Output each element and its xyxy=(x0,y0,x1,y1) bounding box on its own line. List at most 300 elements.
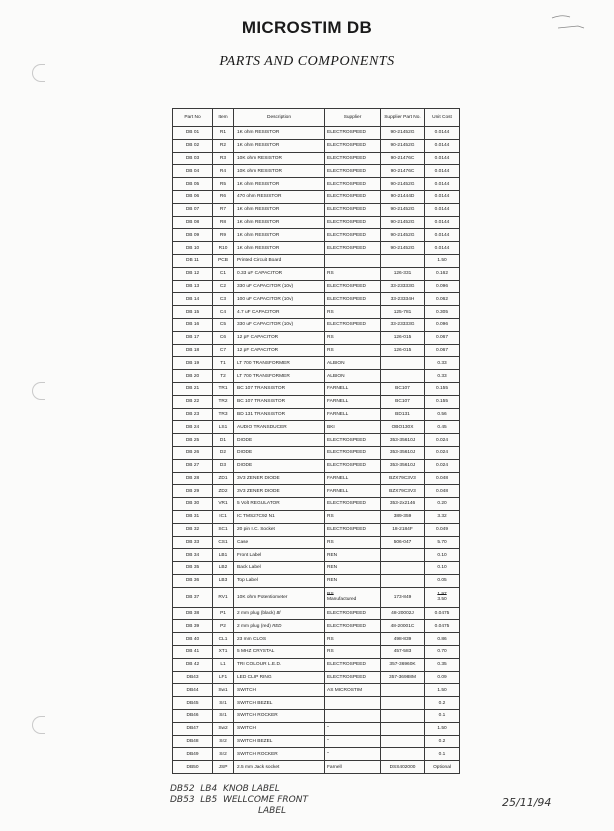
cell-unit-cost xyxy=(425,318,460,331)
cell-supplier-part-no xyxy=(381,408,425,421)
cell-value: ELECTROSPEED xyxy=(327,296,366,302)
handwritten-line xyxy=(170,806,308,817)
cell-value: ELECTROSPEED xyxy=(327,437,366,443)
cell-supplier xyxy=(325,587,381,607)
punch-hole-middle xyxy=(32,382,45,400)
cell-part-no xyxy=(173,152,213,165)
cell-description xyxy=(234,735,325,748)
cell-value: 12 pF CAPACITOR xyxy=(237,347,279,353)
table-row xyxy=(173,735,460,748)
cell-value: DB 31 xyxy=(185,514,200,520)
cell-unit-cost xyxy=(425,446,460,459)
cell-item xyxy=(213,139,234,152)
cell-item xyxy=(213,306,234,319)
cell-supplier xyxy=(325,382,381,395)
cell-description xyxy=(234,658,325,671)
cell-part-no xyxy=(173,549,213,562)
table-row xyxy=(173,421,460,434)
cell-unit-cost xyxy=(425,722,460,735)
cell-value: 2 mm plug (black) xyxy=(237,611,276,617)
cell-value: PCB xyxy=(218,258,228,264)
cell-unit-cost xyxy=(425,459,460,472)
cell-part-no xyxy=(173,646,213,659)
cell-value: RS xyxy=(327,335,334,341)
table-row xyxy=(173,761,460,774)
cell-value: DB 19 xyxy=(185,360,200,366)
column-header-description: Description xyxy=(234,109,325,127)
cell-value: 1.50 xyxy=(437,726,447,732)
cell-value: 0.049 xyxy=(435,527,448,533)
cell-value: LT 700 TRANSFORMER xyxy=(237,373,290,379)
cell-value: SWITCH BEZEL xyxy=(237,700,273,706)
cell-description xyxy=(234,267,325,280)
table-row xyxy=(173,523,460,536)
cell-supplier xyxy=(325,152,381,165)
cell-item xyxy=(213,370,234,383)
cell-value: FARNELL xyxy=(327,475,349,481)
column-header-supplier-part-no: Supplier Part No. xyxy=(381,109,425,127)
cell-unit-cost xyxy=(425,671,460,684)
cell-value: 3.50 xyxy=(437,597,447,603)
struck-cost: 1.97 xyxy=(437,592,447,598)
cell-value: DB44 xyxy=(186,687,199,693)
cell-value: 173-849 xyxy=(393,594,412,600)
cell-unit-cost xyxy=(425,562,460,575)
cell-item xyxy=(213,446,234,459)
table-row xyxy=(173,722,460,735)
cell-part-no xyxy=(173,139,213,152)
cell-value: DB 33 xyxy=(185,539,200,545)
cell-part-no xyxy=(173,697,213,710)
cell-description xyxy=(234,331,325,344)
cell-unit-cost xyxy=(425,293,460,306)
cell-supplier-part-no xyxy=(381,446,425,459)
cell-value: SWITCH ROCKER xyxy=(237,713,278,719)
cell-value: 0.1 xyxy=(438,751,446,757)
cell-description xyxy=(234,710,325,723)
cell-value: Front Label xyxy=(237,552,262,558)
cell-value: " xyxy=(327,726,329,732)
cell-value: FARNELL xyxy=(327,386,349,392)
cell-description xyxy=(234,587,325,607)
column-header-part-no: Part No xyxy=(173,109,213,127)
cell-value: DB 03 xyxy=(185,155,200,161)
cell-value: 0.20 xyxy=(437,501,447,507)
cell-value: CL1 xyxy=(218,636,228,642)
cell-value: RS xyxy=(327,636,334,642)
cell-value: ELECTROSPEED xyxy=(327,143,366,149)
cell-part-no xyxy=(173,735,213,748)
cell-value: DB 14 xyxy=(185,296,200,302)
cell-value: Manufactured xyxy=(327,597,357,603)
cell-part-no xyxy=(173,203,213,216)
cell-value: FARNELL xyxy=(327,488,349,494)
cell-value: 330 uF CAPACITOR (10v) xyxy=(237,283,294,289)
cell-unit-cost xyxy=(425,395,460,408)
cell-item xyxy=(213,434,234,447)
cell-value: DB43 xyxy=(186,675,199,681)
cell-value: 90-21452G xyxy=(390,245,415,251)
cell-item xyxy=(213,395,234,408)
cell-unit-cost xyxy=(425,498,460,511)
cell-part-no xyxy=(173,178,213,191)
cell-supplier xyxy=(325,178,381,191)
cell-supplier-part-no xyxy=(381,190,425,203)
cell-supplier-part-no xyxy=(381,357,425,370)
cell-item xyxy=(213,178,234,191)
cell-unit-cost xyxy=(425,549,460,562)
cell-unit-cost xyxy=(425,510,460,523)
cell-supplier xyxy=(325,344,381,357)
cell-supplier-part-no xyxy=(381,620,425,633)
cell-unit-cost xyxy=(425,127,460,140)
cell-item xyxy=(213,498,234,511)
cell-description xyxy=(234,722,325,735)
cell-value: P1 xyxy=(220,611,226,617)
cell-value: DB 05 xyxy=(185,181,200,187)
cell-value: 470 ohm RESISTOR xyxy=(237,194,282,200)
cell-item xyxy=(213,229,234,242)
cell-unit-cost xyxy=(425,216,460,229)
cell-part-no xyxy=(173,587,213,607)
cell-part-no xyxy=(173,574,213,587)
cell-supplier xyxy=(325,633,381,646)
table-row xyxy=(173,306,460,319)
cell-unit-cost xyxy=(425,735,460,748)
cell-unit-cost xyxy=(425,761,460,774)
cell-value: Farnell xyxy=(327,764,342,770)
table-row xyxy=(173,646,460,659)
cell-value: TR3 xyxy=(218,411,228,417)
cell-supplier xyxy=(325,280,381,293)
cell-value: 2 mm plug (red) xyxy=(237,623,271,629)
cell-value: 0.0144 xyxy=(434,219,450,225)
table-row xyxy=(173,152,460,165)
cell-value: 498-839 xyxy=(393,636,412,642)
cell-description xyxy=(234,607,325,620)
cell-value: DSS402000 xyxy=(389,764,416,770)
cell-part-no xyxy=(173,710,213,723)
cell-description xyxy=(234,510,325,523)
cell-unit-cost xyxy=(425,485,460,498)
cell-value: 2.5 mm Jack socket xyxy=(237,764,280,770)
cell-description xyxy=(234,446,325,459)
cell-value: DB 23 xyxy=(185,411,200,417)
cell-value: ELECTROSPEED xyxy=(327,463,366,469)
cell-value: C3 xyxy=(219,296,227,302)
cell-value: 0.0144 xyxy=(434,207,450,213)
cell-value: 0.096 xyxy=(435,322,448,328)
cell-value: 5 MHZ CRYSTAL xyxy=(237,649,275,655)
cell-unit-cost xyxy=(425,574,460,587)
cell-value: ELECTROSPEED xyxy=(327,181,366,187)
cell-supplier-part-no xyxy=(381,178,425,191)
column-header-supplier: Supplier xyxy=(325,109,381,127)
cell-value: 48-20002J xyxy=(391,611,414,617)
cell-value: LF1 xyxy=(218,675,228,681)
cell-part-no xyxy=(173,748,213,761)
cell-supplier-part-no xyxy=(381,697,425,710)
cell-value: 1K ohm RESISTOR xyxy=(237,219,280,225)
cell-value: DB48 xyxy=(186,739,199,745)
cell-value: RS xyxy=(327,514,334,520)
cell-supplier-part-no xyxy=(381,421,425,434)
cell-item xyxy=(213,203,234,216)
cell-supplier-part-no xyxy=(381,293,425,306)
cell-value: DB 04 xyxy=(185,168,200,174)
table-row xyxy=(173,697,460,710)
cell-description xyxy=(234,536,325,549)
cell-item xyxy=(213,267,234,280)
cell-value: 353-35610J xyxy=(389,450,416,456)
table-row xyxy=(173,139,460,152)
cell-value: R8 xyxy=(219,219,227,225)
table-row xyxy=(173,658,460,671)
cell-value: 3V3 ZENER DIODE xyxy=(237,488,280,494)
cell-value: ELECTROSPEED xyxy=(327,527,366,533)
cell-value: DB 41 xyxy=(185,649,200,655)
cell-description xyxy=(234,459,325,472)
cell-value: ELECTROSPEED xyxy=(327,675,366,681)
cell-value: 0.1 xyxy=(438,713,446,719)
cell-item xyxy=(213,761,234,774)
cell-supplier xyxy=(325,127,381,140)
cell-description xyxy=(234,748,325,761)
cell-description xyxy=(234,697,325,710)
cell-supplier-part-no xyxy=(381,646,425,659)
cell-value: 0.0144 xyxy=(434,194,450,200)
cell-supplier-part-no xyxy=(381,203,425,216)
cell-value: DB 12 xyxy=(185,271,200,277)
cell-item xyxy=(213,536,234,549)
cell-value: DB 25 xyxy=(185,437,200,443)
cell-value: BD131 xyxy=(395,411,410,417)
cell-value: DB 16 xyxy=(185,322,200,328)
cell-value: 0.048 xyxy=(435,475,448,481)
cell-value: DB 22 xyxy=(185,399,200,405)
cell-value: C6 xyxy=(219,335,227,341)
cell-supplier xyxy=(325,620,381,633)
cell-value: ELECTROSPEED xyxy=(327,232,366,238)
table-row xyxy=(173,267,460,280)
cell-supplier-part-no xyxy=(381,574,425,587)
cell-value: ELECTROSPEED xyxy=(327,245,366,251)
table-row xyxy=(173,370,460,383)
cell-value: 1K ohm RESISTOR xyxy=(237,181,280,187)
handwritten-line xyxy=(170,784,308,795)
cell-description xyxy=(234,318,325,331)
cell-description xyxy=(234,761,325,774)
cell-description xyxy=(234,523,325,536)
cell-value: 0.0144 xyxy=(434,181,450,187)
cell-supplier xyxy=(325,684,381,697)
cell-value: 12 pF CAPACITOR xyxy=(237,335,279,341)
cell-supplier xyxy=(325,229,381,242)
cell-value: ZD1 xyxy=(218,475,228,481)
cell-item xyxy=(213,562,234,575)
cell-supplier xyxy=(325,446,381,459)
cell-value: RS xyxy=(327,347,334,353)
cell-supplier-part-no xyxy=(381,344,425,357)
cell-supplier-part-no xyxy=(381,658,425,671)
cell-part-no xyxy=(173,165,213,178)
cell-value: DB 07 xyxy=(185,207,200,213)
cell-value: Back Label xyxy=(237,565,261,571)
cell-value: AUDIO TRANSDUCER xyxy=(237,424,287,430)
cell-supplier xyxy=(325,472,381,485)
cell-value: LS1 xyxy=(218,424,228,430)
cell-unit-cost xyxy=(425,331,460,344)
cell-value: DB50 xyxy=(186,764,199,770)
cell-value: TR1 xyxy=(218,386,228,392)
cell-unit-cost xyxy=(425,152,460,165)
cell-value: 0.155 xyxy=(435,386,448,392)
cell-supplier-part-no xyxy=(381,280,425,293)
cell-supplier-part-no xyxy=(381,735,425,748)
cell-supplier xyxy=(325,646,381,659)
cell-value: BZX79C3V3 xyxy=(389,488,416,494)
cell-unit-cost xyxy=(425,267,460,280)
cell-part-no xyxy=(173,357,213,370)
cell-value: C5 xyxy=(219,322,227,328)
cell-item xyxy=(213,280,234,293)
cell-supplier-part-no xyxy=(381,216,425,229)
cell-value: DB49 xyxy=(186,751,199,757)
table-row xyxy=(173,242,460,255)
cell-value: DIODE xyxy=(237,450,253,456)
cell-value: DIODE xyxy=(237,437,253,443)
cell-description xyxy=(234,485,325,498)
cell-item xyxy=(213,722,234,735)
table-row xyxy=(173,549,460,562)
cell-supplier-part-no xyxy=(381,331,425,344)
cell-value: LT 700 TRANSFORMER xyxy=(237,360,290,366)
cell-value: DB 09 xyxy=(185,232,200,238)
cell-supplier xyxy=(325,370,381,383)
cell-value: 0.0144 xyxy=(434,168,450,174)
table-row xyxy=(173,446,460,459)
cell-value: 33-23333G xyxy=(390,283,415,289)
cell-supplier-part-no xyxy=(381,459,425,472)
table-row xyxy=(173,434,460,447)
table-row xyxy=(173,280,460,293)
cell-value: Top Label xyxy=(237,578,258,584)
cell-value: RS xyxy=(327,539,334,545)
cell-part-no xyxy=(173,382,213,395)
cell-value: DB 40 xyxy=(185,636,200,642)
cell-value: OBO130X xyxy=(391,424,414,430)
cell-supplier-part-no xyxy=(381,722,425,735)
cell-value: 0.35 xyxy=(437,662,447,668)
cell-value: 353-35610J xyxy=(389,463,416,469)
table-row xyxy=(173,203,460,216)
cell-value: Sw1 xyxy=(218,687,228,693)
cell-description xyxy=(234,472,325,485)
cell-value: FARNELL xyxy=(327,399,349,405)
cell-description xyxy=(234,190,325,203)
cell-value: DB 27 xyxy=(185,463,200,469)
cell-value: R10 xyxy=(218,245,228,251)
cell-value: C2 xyxy=(219,283,227,289)
cell-unit-cost xyxy=(425,280,460,293)
cell-supplier-part-no xyxy=(381,242,425,255)
cell-value: BD 131 TRANSISTOR xyxy=(237,411,286,417)
cell-item xyxy=(213,331,234,344)
cell-value: Sr2 xyxy=(219,751,227,757)
cell-supplier-part-no xyxy=(381,254,425,267)
table-row xyxy=(173,562,460,575)
cell-value: ALBION xyxy=(327,360,345,366)
cell-value: Sr1 xyxy=(219,713,227,719)
cell-unit-cost xyxy=(425,178,460,191)
cell-description xyxy=(234,306,325,319)
cell-supplier-part-no xyxy=(381,607,425,620)
cell-part-no xyxy=(173,434,213,447)
cell-value: 90-21452G xyxy=(390,181,415,187)
cell-value: C7 xyxy=(219,347,227,353)
cell-item xyxy=(213,421,234,434)
table-row xyxy=(173,216,460,229)
cell-item xyxy=(213,633,234,646)
cell-description xyxy=(234,498,325,511)
cell-item xyxy=(213,684,234,697)
cell-value: ELECTROSPEED xyxy=(327,194,366,200)
cell-value: BC107 xyxy=(395,386,410,392)
cell-value: ZD2 xyxy=(218,488,228,494)
cell-value: 0.10 xyxy=(437,565,447,571)
cell-value: 353-35610J xyxy=(389,437,416,443)
table-row xyxy=(173,165,460,178)
cell-supplier-part-no xyxy=(381,382,425,395)
cell-supplier-part-no xyxy=(381,562,425,575)
cell-unit-cost xyxy=(425,357,460,370)
cell-value: 0.0475 xyxy=(434,611,450,617)
handwritten-desc: KNOB LABEL xyxy=(222,784,280,794)
table-row xyxy=(173,671,460,684)
cell-item xyxy=(213,671,234,684)
cell-value: 0.56 xyxy=(437,411,447,417)
cell-description xyxy=(234,633,325,646)
cell-supplier-part-no xyxy=(381,267,425,280)
cell-supplier xyxy=(325,293,381,306)
cell-description xyxy=(234,216,325,229)
cell-value: Case xyxy=(237,539,249,545)
cell-value: DB45 xyxy=(186,700,199,706)
cell-value: TR2 xyxy=(218,399,228,405)
cell-supplier xyxy=(325,498,381,511)
table-row xyxy=(173,620,460,633)
table-row xyxy=(173,190,460,203)
cell-value: DB 35 xyxy=(185,565,200,571)
cell-unit-cost xyxy=(425,710,460,723)
cell-value: Printed Circuit Board xyxy=(237,258,282,264)
cell-unit-cost xyxy=(425,658,460,671)
cell-value: BZX79C3V3 xyxy=(389,475,416,481)
cell-unit-cost xyxy=(425,370,460,383)
cell-value: R7 xyxy=(219,207,227,213)
table-row xyxy=(173,472,460,485)
cell-value: DB 21 xyxy=(185,386,200,392)
cell-supplier xyxy=(325,421,381,434)
cell-value: R6 xyxy=(219,194,227,200)
cell-value: 0.305 xyxy=(435,309,448,315)
cell-unit-cost xyxy=(425,684,460,697)
cell-description xyxy=(234,562,325,575)
cell-value: 23 mm CLOS xyxy=(237,636,267,642)
cell-item xyxy=(213,710,234,723)
cell-item xyxy=(213,646,234,659)
cell-value: LB1 xyxy=(218,552,228,558)
